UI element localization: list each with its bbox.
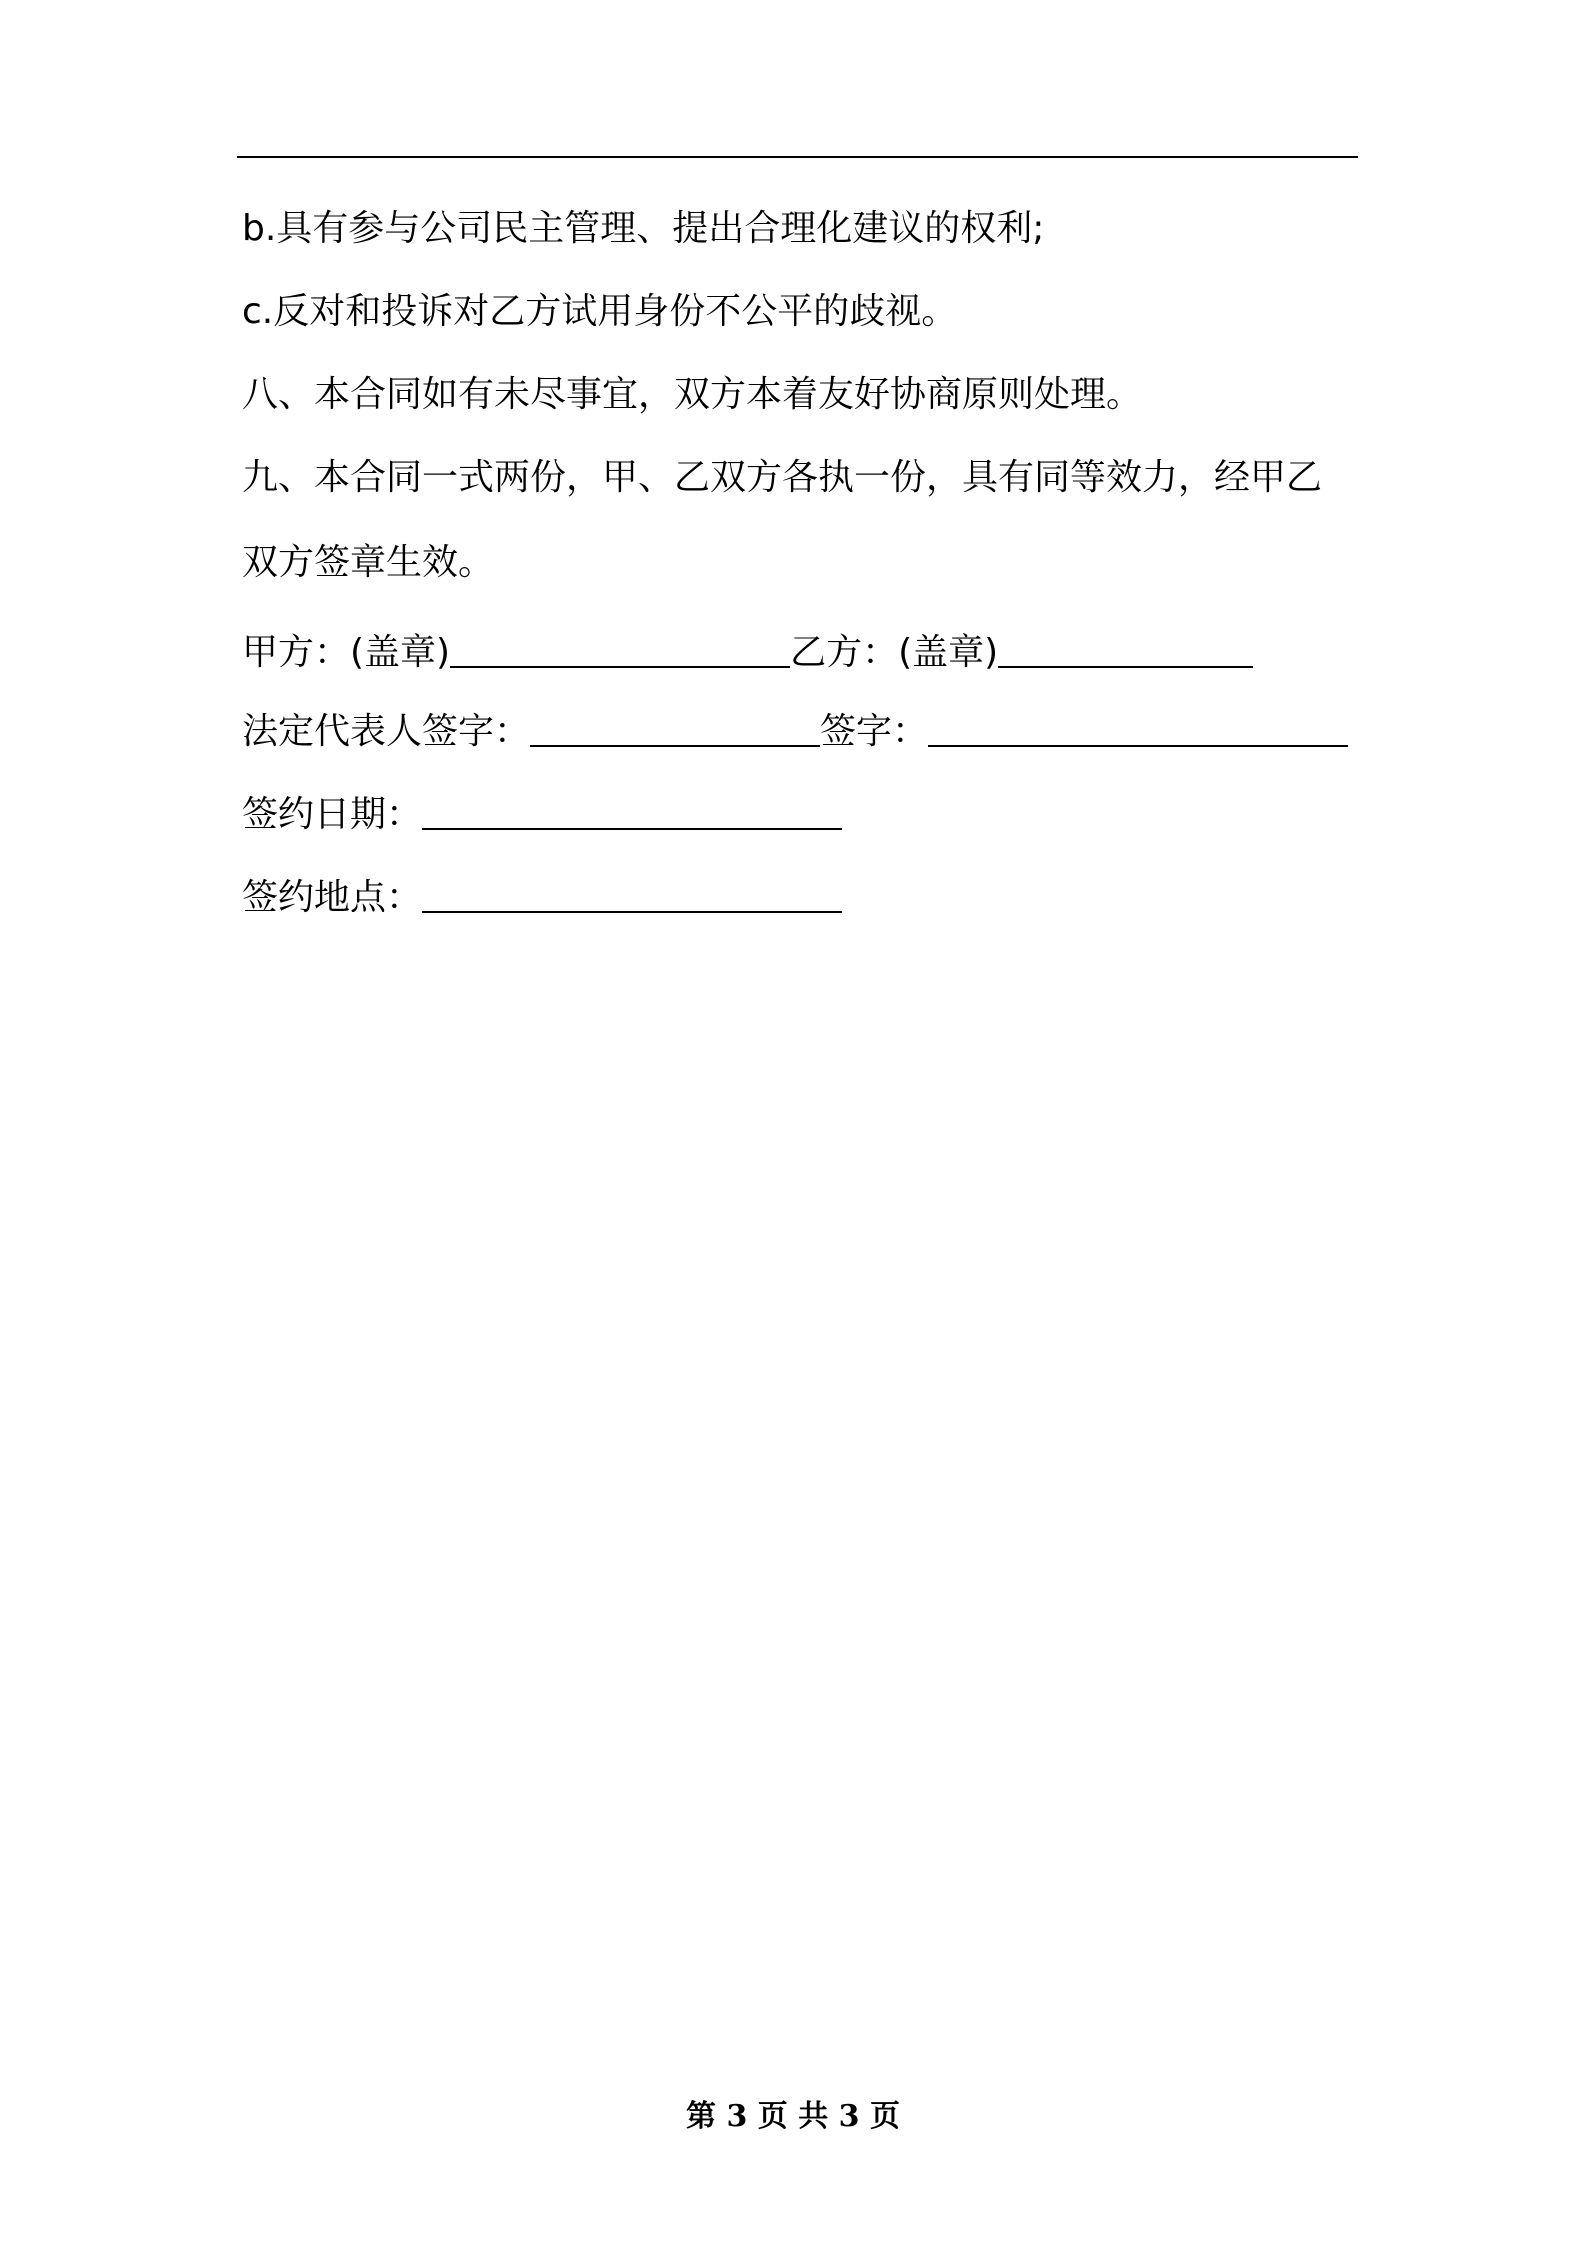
party-b-seal-field[interactable] <box>998 636 1253 668</box>
body-line-3: 八、本合同如有未尽事宜，双方本着友好协商原则处理。 <box>242 374 1143 415</box>
sign-date-field[interactable] <box>422 798 842 830</box>
party-signature-row <box>242 632 1253 673</box>
sign-place-label: 签约地点： <box>242 877 423 918</box>
party-a-label: 甲方：(盖章) <box>242 632 451 673</box>
party-b-label: 乙方：(盖章) <box>790 632 999 673</box>
legal-rep-row <box>242 711 1348 752</box>
body-line-1: b.具有参与公司民主管理、提出合理化建议的权利; <box>242 208 1045 249</box>
body-line-5: 双方签章生效。 <box>242 542 495 583</box>
sign-place-row <box>242 877 842 918</box>
signature-field[interactable] <box>928 715 1348 747</box>
sign-place-field[interactable] <box>422 881 842 913</box>
body-line-4: 九、本合同一式两份，甲、乙双方各执一份，具有同等效力，经甲乙 <box>242 457 1323 498</box>
sign-date-label: 签约日期： <box>242 794 423 835</box>
sign-date-row <box>242 794 842 835</box>
legal-rep-label: 法定代表人签字： <box>242 711 531 752</box>
legal-rep-signature-field[interactable] <box>530 715 820 747</box>
signature-label: 签字： <box>820 711 929 752</box>
party-a-seal-field[interactable] <box>450 636 790 668</box>
header-rule <box>237 156 1358 158</box>
body-line-2: c.反对和投诉对乙方试用身份不公平的歧视。 <box>242 291 958 332</box>
page-number: 第 3 页 共 3 页 <box>686 2099 900 2134</box>
